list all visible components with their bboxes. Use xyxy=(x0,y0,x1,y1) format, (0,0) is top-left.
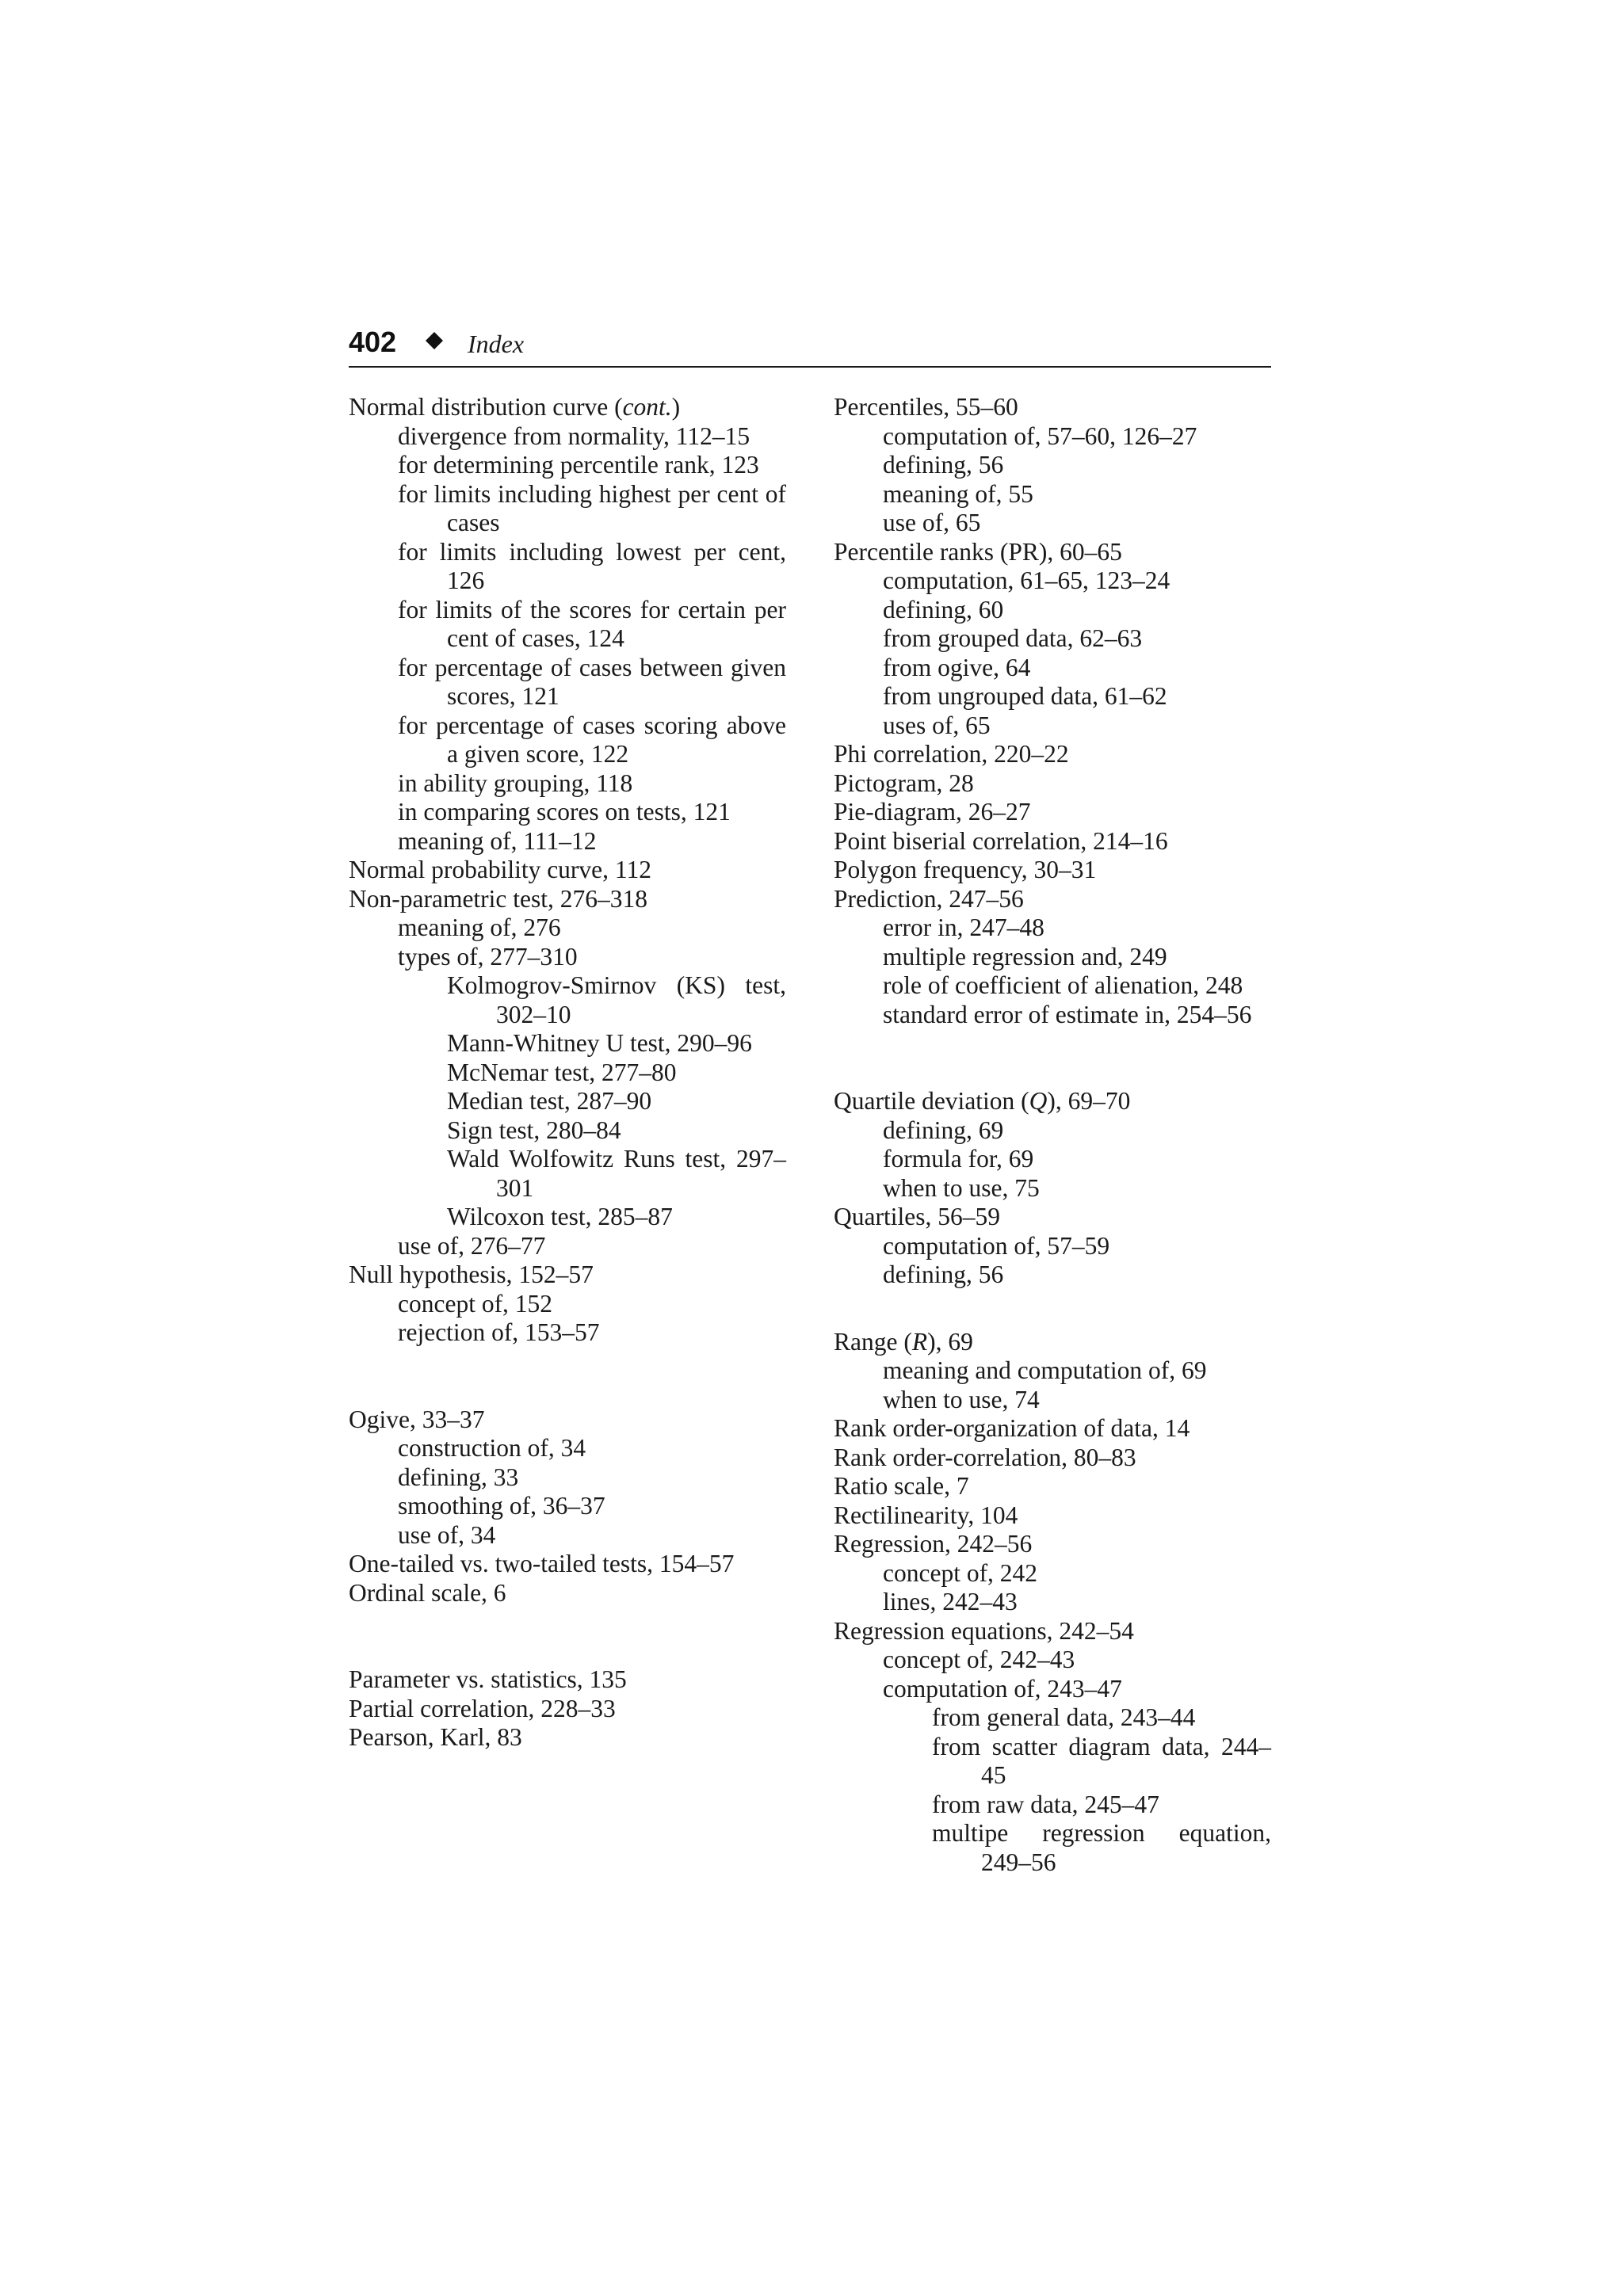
index-entry xyxy=(349,885,786,914)
index-subentry xyxy=(834,1386,1271,1415)
index-entry xyxy=(834,1203,1271,1232)
index-entry xyxy=(834,1472,1271,1501)
index-column-right xyxy=(834,393,1271,1877)
index-entry-text: Quartiles, 56–59 xyxy=(834,1203,1000,1230)
index-entry-text: Ordinal scale, 6 xyxy=(349,1578,506,1607)
index-entry xyxy=(834,538,1271,567)
index-entry-text: multipe regression equation, 249–56 xyxy=(932,1819,1271,1876)
index-subentry xyxy=(834,480,1271,509)
index-entry xyxy=(349,1261,786,1290)
index-entry-text: from ogive, 64 xyxy=(883,653,1031,681)
index-entry-text: Phi correlation, 220–22 xyxy=(834,740,1069,768)
index-subentry xyxy=(834,624,1271,654)
index-entry: Normal distribution curve (cont.) xyxy=(349,393,681,421)
index-entry-text: error in, 247–48 xyxy=(883,913,1044,941)
index-subentry xyxy=(834,596,1271,625)
index-entry-text: concept of, 152 xyxy=(398,1289,553,1318)
index-subentry xyxy=(834,1559,1271,1589)
running-head-title: Index xyxy=(468,330,525,358)
index-entry-text: meaning of, 276 xyxy=(398,913,561,941)
index-subentry xyxy=(349,480,786,538)
index-entry xyxy=(834,856,1271,885)
index-entry-text: defining, 69 xyxy=(883,1116,1004,1144)
index-entry-text: when to use, 75 xyxy=(883,1173,1040,1202)
index-entry xyxy=(834,769,1271,799)
index-letter-gap xyxy=(349,1348,786,1405)
index-subsubentry xyxy=(349,1087,786,1116)
index-subentry xyxy=(349,1434,786,1463)
index-letter-gap xyxy=(834,1290,1271,1328)
index-subentry xyxy=(349,1492,786,1521)
index-entry-text: computation of, 57–59 xyxy=(883,1231,1110,1260)
index-subentry xyxy=(349,1521,786,1550)
index-entry-text: for limits including lowest per cent, 126 xyxy=(398,537,786,594)
index-entry-text: Pictogram, 28 xyxy=(834,769,974,797)
diamond-icon xyxy=(426,332,443,349)
index-entry-text: smoothing of, 36–37 xyxy=(398,1492,605,1520)
index-entry-text: lines, 242–43 xyxy=(883,1588,1018,1615)
index-entry-text: multiple regression and, 249 xyxy=(883,942,1167,971)
index-entry-text: standard error of estimate in, 254–56 xyxy=(883,1000,1252,1028)
index-entry-text: Quartile deviation ( xyxy=(834,1087,1029,1115)
index-entry-text: defining, 60 xyxy=(883,595,1004,624)
index-entry-text: defining, 33 xyxy=(398,1463,519,1491)
index-entry xyxy=(834,885,1271,914)
index-entry-text: Rectilinearity, 104 xyxy=(834,1501,1018,1529)
index-entry-text: Wilcoxon test, 285–87 xyxy=(447,1203,673,1230)
index-entry-text: from ungrouped data, 61–62 xyxy=(883,682,1167,710)
index-entry xyxy=(349,1579,786,1608)
index-entry xyxy=(834,827,1271,856)
index-entry-text: Ratio scale, 7 xyxy=(834,1472,969,1500)
index-subsubentry xyxy=(349,1203,786,1232)
index-entry xyxy=(349,1695,786,1724)
index-subsubentry xyxy=(349,1058,786,1088)
index-entry-text: Sign test, 280–84 xyxy=(447,1116,621,1144)
index-entry-text: Wald Wolfowitz Runs test, 297–301 xyxy=(447,1145,786,1202)
index-subsubentry xyxy=(834,1703,1271,1733)
index-entry xyxy=(349,1550,786,1579)
index-symbol: R xyxy=(911,1327,928,1356)
index-entry: Range (R), 69 xyxy=(834,1327,973,1356)
index-entry-text: use of, 65 xyxy=(883,509,981,536)
index-entry-text: for percentage of cases scoring above a given score, 122 xyxy=(398,711,786,768)
index-subentry xyxy=(834,943,1271,972)
index-subentry xyxy=(349,1318,786,1348)
index-subsubentry xyxy=(349,971,786,1029)
index-entry xyxy=(834,1530,1271,1559)
index-subentry xyxy=(349,1232,786,1261)
index-entry-text: defining, 56 xyxy=(883,1261,1004,1288)
index-entry-text: One-tailed vs. two-tailed tests, 154–57 xyxy=(349,1550,735,1577)
index-entry-text: rejection of, 153–57 xyxy=(398,1318,600,1346)
index-entry-text: meaning and computation of, 69 xyxy=(883,1356,1207,1384)
index-entry-text: Normal distribution curve xyxy=(349,393,615,421)
index-subsubentry xyxy=(349,1116,786,1146)
index-entry-text: uses of, 65 xyxy=(883,711,991,739)
index-entry-text: Regression equations, 242–54 xyxy=(834,1616,1134,1645)
index-entry-text: Partial correlation, 228–33 xyxy=(349,1694,616,1722)
index-subsubentry xyxy=(834,1819,1271,1877)
index-subentry xyxy=(349,943,786,972)
index-symbol: Q xyxy=(1029,1087,1048,1115)
index-subentry xyxy=(349,596,786,654)
index-entry-text: Mann-Whitney U test, 290–96 xyxy=(447,1029,752,1057)
index-entry-text: Pearson, Karl, 83 xyxy=(349,1723,522,1751)
index-entry-text: role of coefficient of alienation, 248 xyxy=(883,971,1243,999)
index-subentry xyxy=(834,509,1271,538)
index-entry-text: Point biserial correlation, 214–16 xyxy=(834,826,1168,855)
index-entry xyxy=(349,1723,786,1753)
index-entry-text: Normal probability curve, 112 xyxy=(349,856,651,883)
index-entry-text: types of, 277–310 xyxy=(398,942,578,971)
index-entry-text: divergence from normality, 112–15 xyxy=(398,421,750,450)
index-subentry xyxy=(834,913,1271,943)
index-entry-text: Percentile ranks (PR), 60–65 xyxy=(834,537,1122,566)
index-subentry xyxy=(834,711,1271,741)
index-subsubentry xyxy=(834,1733,1271,1791)
index-subsubentry xyxy=(834,1791,1271,1820)
index-entry-text: from scatter diagram data, 244–45 xyxy=(932,1732,1271,1789)
index-subentry xyxy=(349,913,786,943)
index-entry-text: Rank order-correlation, 80–83 xyxy=(834,1443,1136,1471)
index-subentry xyxy=(349,538,786,596)
index-entry-text: Pie-diagram, 26–27 xyxy=(834,798,1031,826)
index-entry-text: for determining percentile rank, 123 xyxy=(398,451,759,479)
index-entry-text: concept of, 242–43 xyxy=(883,1646,1075,1673)
index-subentry xyxy=(349,451,786,480)
index-entry-text: for limits including highest per cent of cases xyxy=(398,479,786,536)
index-subentry xyxy=(834,1001,1271,1030)
index-entry-text: concept of, 242 xyxy=(883,1558,1038,1587)
index-subentry xyxy=(834,451,1271,480)
index-entry-text: from raw data, 245–47 xyxy=(932,1790,1159,1818)
index-entry-text: Null hypothesis, 152–57 xyxy=(349,1261,594,1288)
index-subentry xyxy=(834,1116,1271,1146)
index-subentry xyxy=(349,422,786,452)
index-entry-text: use of, 276–77 xyxy=(398,1231,546,1260)
index-entry-text: Polygon frequency, 30–31 xyxy=(834,856,1097,883)
index-entry-text: meaning of, 111–12 xyxy=(398,826,597,855)
index-subentry xyxy=(834,654,1271,683)
index-subentry xyxy=(834,1174,1271,1203)
index-subsubentry xyxy=(349,1029,786,1058)
index-entry xyxy=(349,1405,786,1435)
index-entry xyxy=(834,1414,1271,1444)
index-letter-gap xyxy=(349,1608,786,1665)
index-entry-text: in ability grouping, 118 xyxy=(398,769,633,797)
index-subentry xyxy=(349,769,786,799)
index-subentry xyxy=(834,971,1271,1001)
index-entry-text: Prediction, 247–56 xyxy=(834,884,1024,913)
index-entry xyxy=(834,798,1271,827)
index-entry-text: Kolmogrov-Smirnov (KS) test, 302–10 xyxy=(447,971,786,1028)
index-subentry xyxy=(834,1145,1271,1174)
index-subentry xyxy=(349,654,786,711)
index-subentry xyxy=(349,827,786,856)
index-subentry xyxy=(834,1588,1271,1617)
index-entry-text: in comparing scores on tests, 121 xyxy=(398,798,731,826)
index-subentry xyxy=(834,1261,1271,1290)
index-entry-text: Non-parametric test, 276–318 xyxy=(349,884,648,913)
index-subentry xyxy=(834,422,1271,452)
index-subsubentry xyxy=(349,1145,786,1203)
index-entry xyxy=(834,1501,1271,1531)
index-entry-text: use of, 34 xyxy=(398,1520,496,1549)
index-entry xyxy=(349,1665,786,1695)
index-column-left xyxy=(349,393,786,1753)
index-entry-text: when to use, 74 xyxy=(883,1385,1040,1413)
index-subentry xyxy=(834,682,1271,711)
index-entry-text: Median test, 287–90 xyxy=(447,1087,652,1115)
index-subentry xyxy=(349,1463,786,1493)
index-entry-text: computation of, 57–60, 126–27 xyxy=(883,421,1197,450)
index-subentry xyxy=(349,798,786,827)
index-entry-text: defining, 56 xyxy=(883,451,1004,479)
index-entry-text: from general data, 243–44 xyxy=(932,1703,1196,1731)
index-subentry xyxy=(349,1290,786,1319)
index-entry: Quartile deviation (Q), 69–70 xyxy=(834,1087,1131,1115)
index-entry-text: from grouped data, 62–63 xyxy=(883,624,1143,652)
index-entry-text: for percentage of cases between given scores, 121 xyxy=(398,653,786,710)
index-entry xyxy=(834,1444,1271,1473)
index-entry xyxy=(834,1617,1271,1646)
index-entry-text: Rank order-organization of data, 14 xyxy=(834,1414,1190,1442)
index-entry-text: Ogive, 33–37 xyxy=(349,1405,485,1433)
index-entry-text: Parameter vs. statistics, 135 xyxy=(349,1665,627,1693)
index-entry-text: Range ( xyxy=(834,1327,912,1356)
index-subentry xyxy=(834,1232,1271,1261)
index-entry-text: Regression, 242–56 xyxy=(834,1530,1033,1558)
index-subentry xyxy=(834,566,1271,596)
index-entry-text: computation, 61–65, 123–24 xyxy=(883,566,1170,594)
index-subentry xyxy=(834,1356,1271,1386)
index-entry-text: meaning of, 55 xyxy=(883,479,1033,508)
index-entry xyxy=(834,740,1271,769)
index-subentry xyxy=(349,711,786,769)
index-entry-text: for limits of the scores for certain per cent of cases, 124 xyxy=(398,595,786,652)
index-entry-text: Percentiles, 55–60 xyxy=(834,393,1018,421)
page-number: 402 xyxy=(349,326,397,358)
continued-marker: cont. xyxy=(622,393,672,421)
running-header xyxy=(349,323,1271,368)
index-entry-text: McNemar test, 277–80 xyxy=(447,1058,677,1086)
index-entry-text: computation of, 243–47 xyxy=(883,1674,1122,1703)
index-subentry xyxy=(834,1646,1271,1675)
index-entry-text: construction of, 34 xyxy=(398,1434,586,1462)
index-entry-text: formula for, 69 xyxy=(883,1145,1034,1173)
index-subentry xyxy=(834,1675,1271,1704)
index-entry xyxy=(349,856,786,885)
index-letter-gap xyxy=(834,1029,1271,1087)
index-entry xyxy=(834,393,1271,422)
